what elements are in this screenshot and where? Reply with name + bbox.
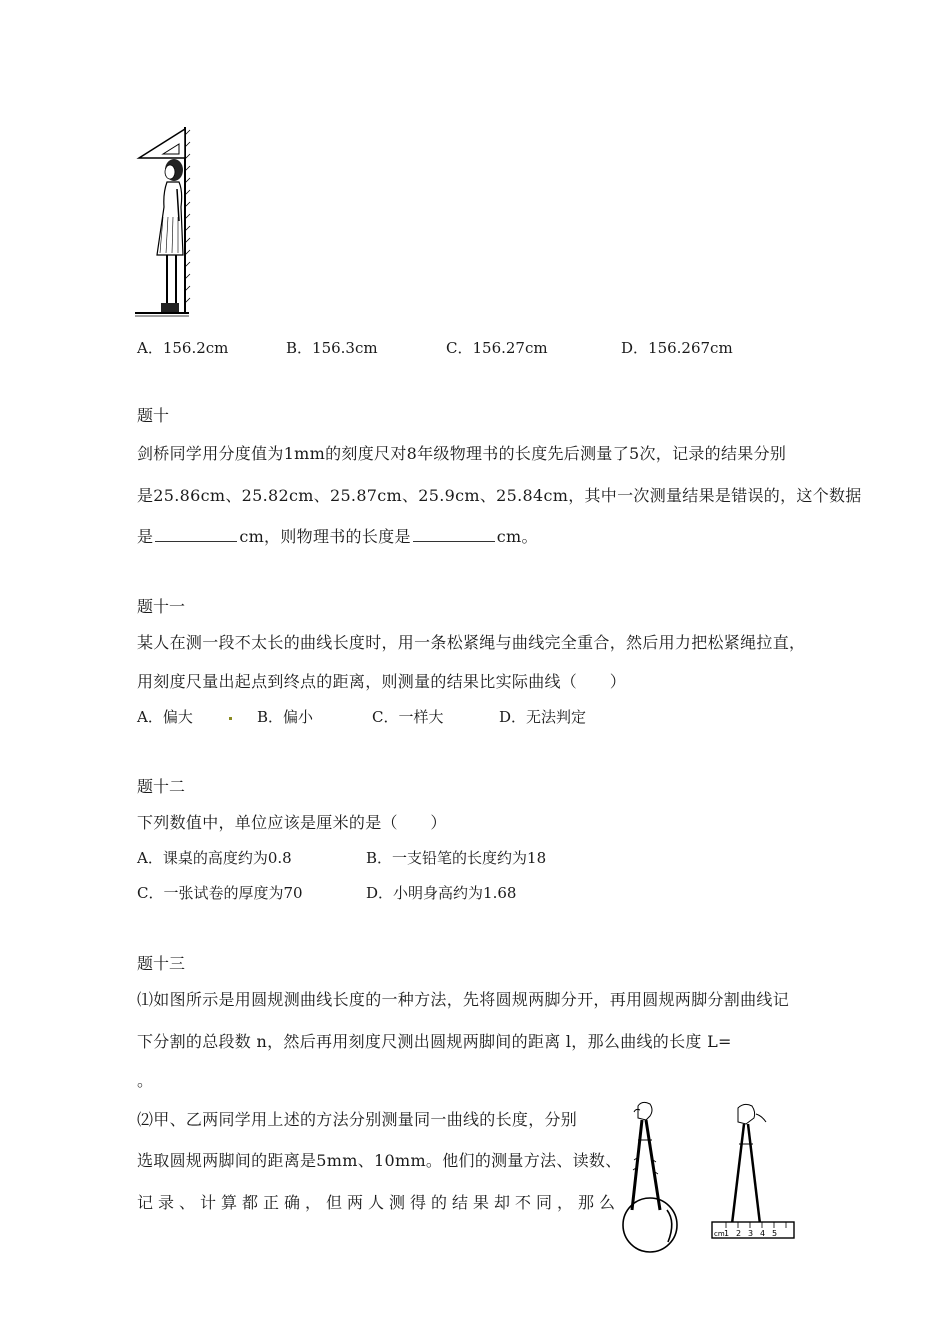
ruler-label-2: 2 (736, 1229, 742, 1238)
q11-option-b: B．偏小 (257, 708, 314, 726)
question-10-heading: 题十 (137, 406, 170, 425)
stray-dot (229, 717, 232, 720)
question-11-line-1: 某人在测一段不太长的曲线长度时，用一条松紧绳与曲线完全重合，然后用力把松紧绳拉直， (137, 633, 806, 652)
ruler-label-1: 1 (724, 1229, 730, 1238)
question-13-part-1-line-1: ⑴如图所示是用圆规测曲线长度的一种方法，先将圆规两脚分开，再用圆规两脚分割曲线记 (137, 990, 790, 1009)
question-13-part-2-line-1: ⑵甲、乙两同学用上述的方法分别测量同一曲线的长度，分别 (137, 1110, 578, 1129)
question-10-line-3 (137, 524, 538, 547)
question-11-heading: 题十一 (137, 597, 186, 616)
ruler-label-4: 4 (760, 1229, 766, 1238)
question-13-part-2-line-2: 选取圆规两脚间的距离是5mm、10mm。他们的测量方法、读数、 (137, 1151, 622, 1170)
q11-option-d: D．无法判定 (499, 708, 587, 726)
q12-option-a: A．课桌的高度约为0.8 (137, 849, 292, 867)
question-12-stem: 下列数值中，单位应该是厘米的是（ ） (137, 813, 447, 832)
q11-option-c: C．一样大 (372, 708, 444, 726)
question-10-line-1: 剑桥同学用分度值为1mm的刻度尺对8年级物理书的长度先后测量了5次，记录的结果分别 (137, 444, 787, 463)
q11-option-a: A．偏大 (137, 708, 193, 726)
q9-option-b: B．156.3cm (286, 339, 378, 357)
question-10-line-3-start: 是 (137, 527, 154, 546)
answer-blank-2[interactable] (413, 527, 495, 542)
question-13-part-2-line-3: 记录、计算都正确，但两人测得的结果却不同，那么 (137, 1193, 621, 1212)
q9-option-c: C．156.27cm (446, 339, 548, 357)
question-13-heading: 题十三 (137, 954, 186, 973)
question-10-line-3-end: cm。 (496, 527, 538, 546)
q9-option-a: A．156.2cm (137, 339, 229, 357)
ruler-label-cm: cm (714, 1230, 725, 1238)
question-12-heading: 题十二 (137, 777, 186, 796)
ruler-label-5: 5 (772, 1229, 778, 1238)
question-10-line-2: 是25.86cm、25.82cm、25.87cm、25.9cm、25.84cm，其中一次测量结果是错误的，这个数据 (137, 486, 862, 505)
q9-option-d: D．156.267cm (621, 339, 733, 357)
question-11-line-2: 用刻度尺量出起点到终点的距离，则测量的结果比实际曲线（ ） (137, 672, 627, 691)
question-10-line-3-mid: cm，则物理书的长度是 (239, 527, 411, 546)
q12-option-b: B．一支铅笔的长度约为18 (366, 849, 547, 867)
question-13-part-1-line-3: 。 (137, 1071, 154, 1090)
answer-blank-1[interactable] (155, 527, 237, 542)
ruler-label-3: 3 (748, 1229, 754, 1238)
compass-measurement-figure (620, 1100, 800, 1255)
question-13-part-1-line-2: 下分割的总段数 n，然后再用刻度尺测出圆规两脚间的距离 l，那么曲线的长度 L= (137, 1032, 732, 1051)
q12-option-c: C．一张试卷的厚度为70 (137, 884, 303, 902)
height-measurement-figure (133, 125, 193, 320)
q12-option-d: D．小明身高约为1.68 (366, 884, 517, 902)
